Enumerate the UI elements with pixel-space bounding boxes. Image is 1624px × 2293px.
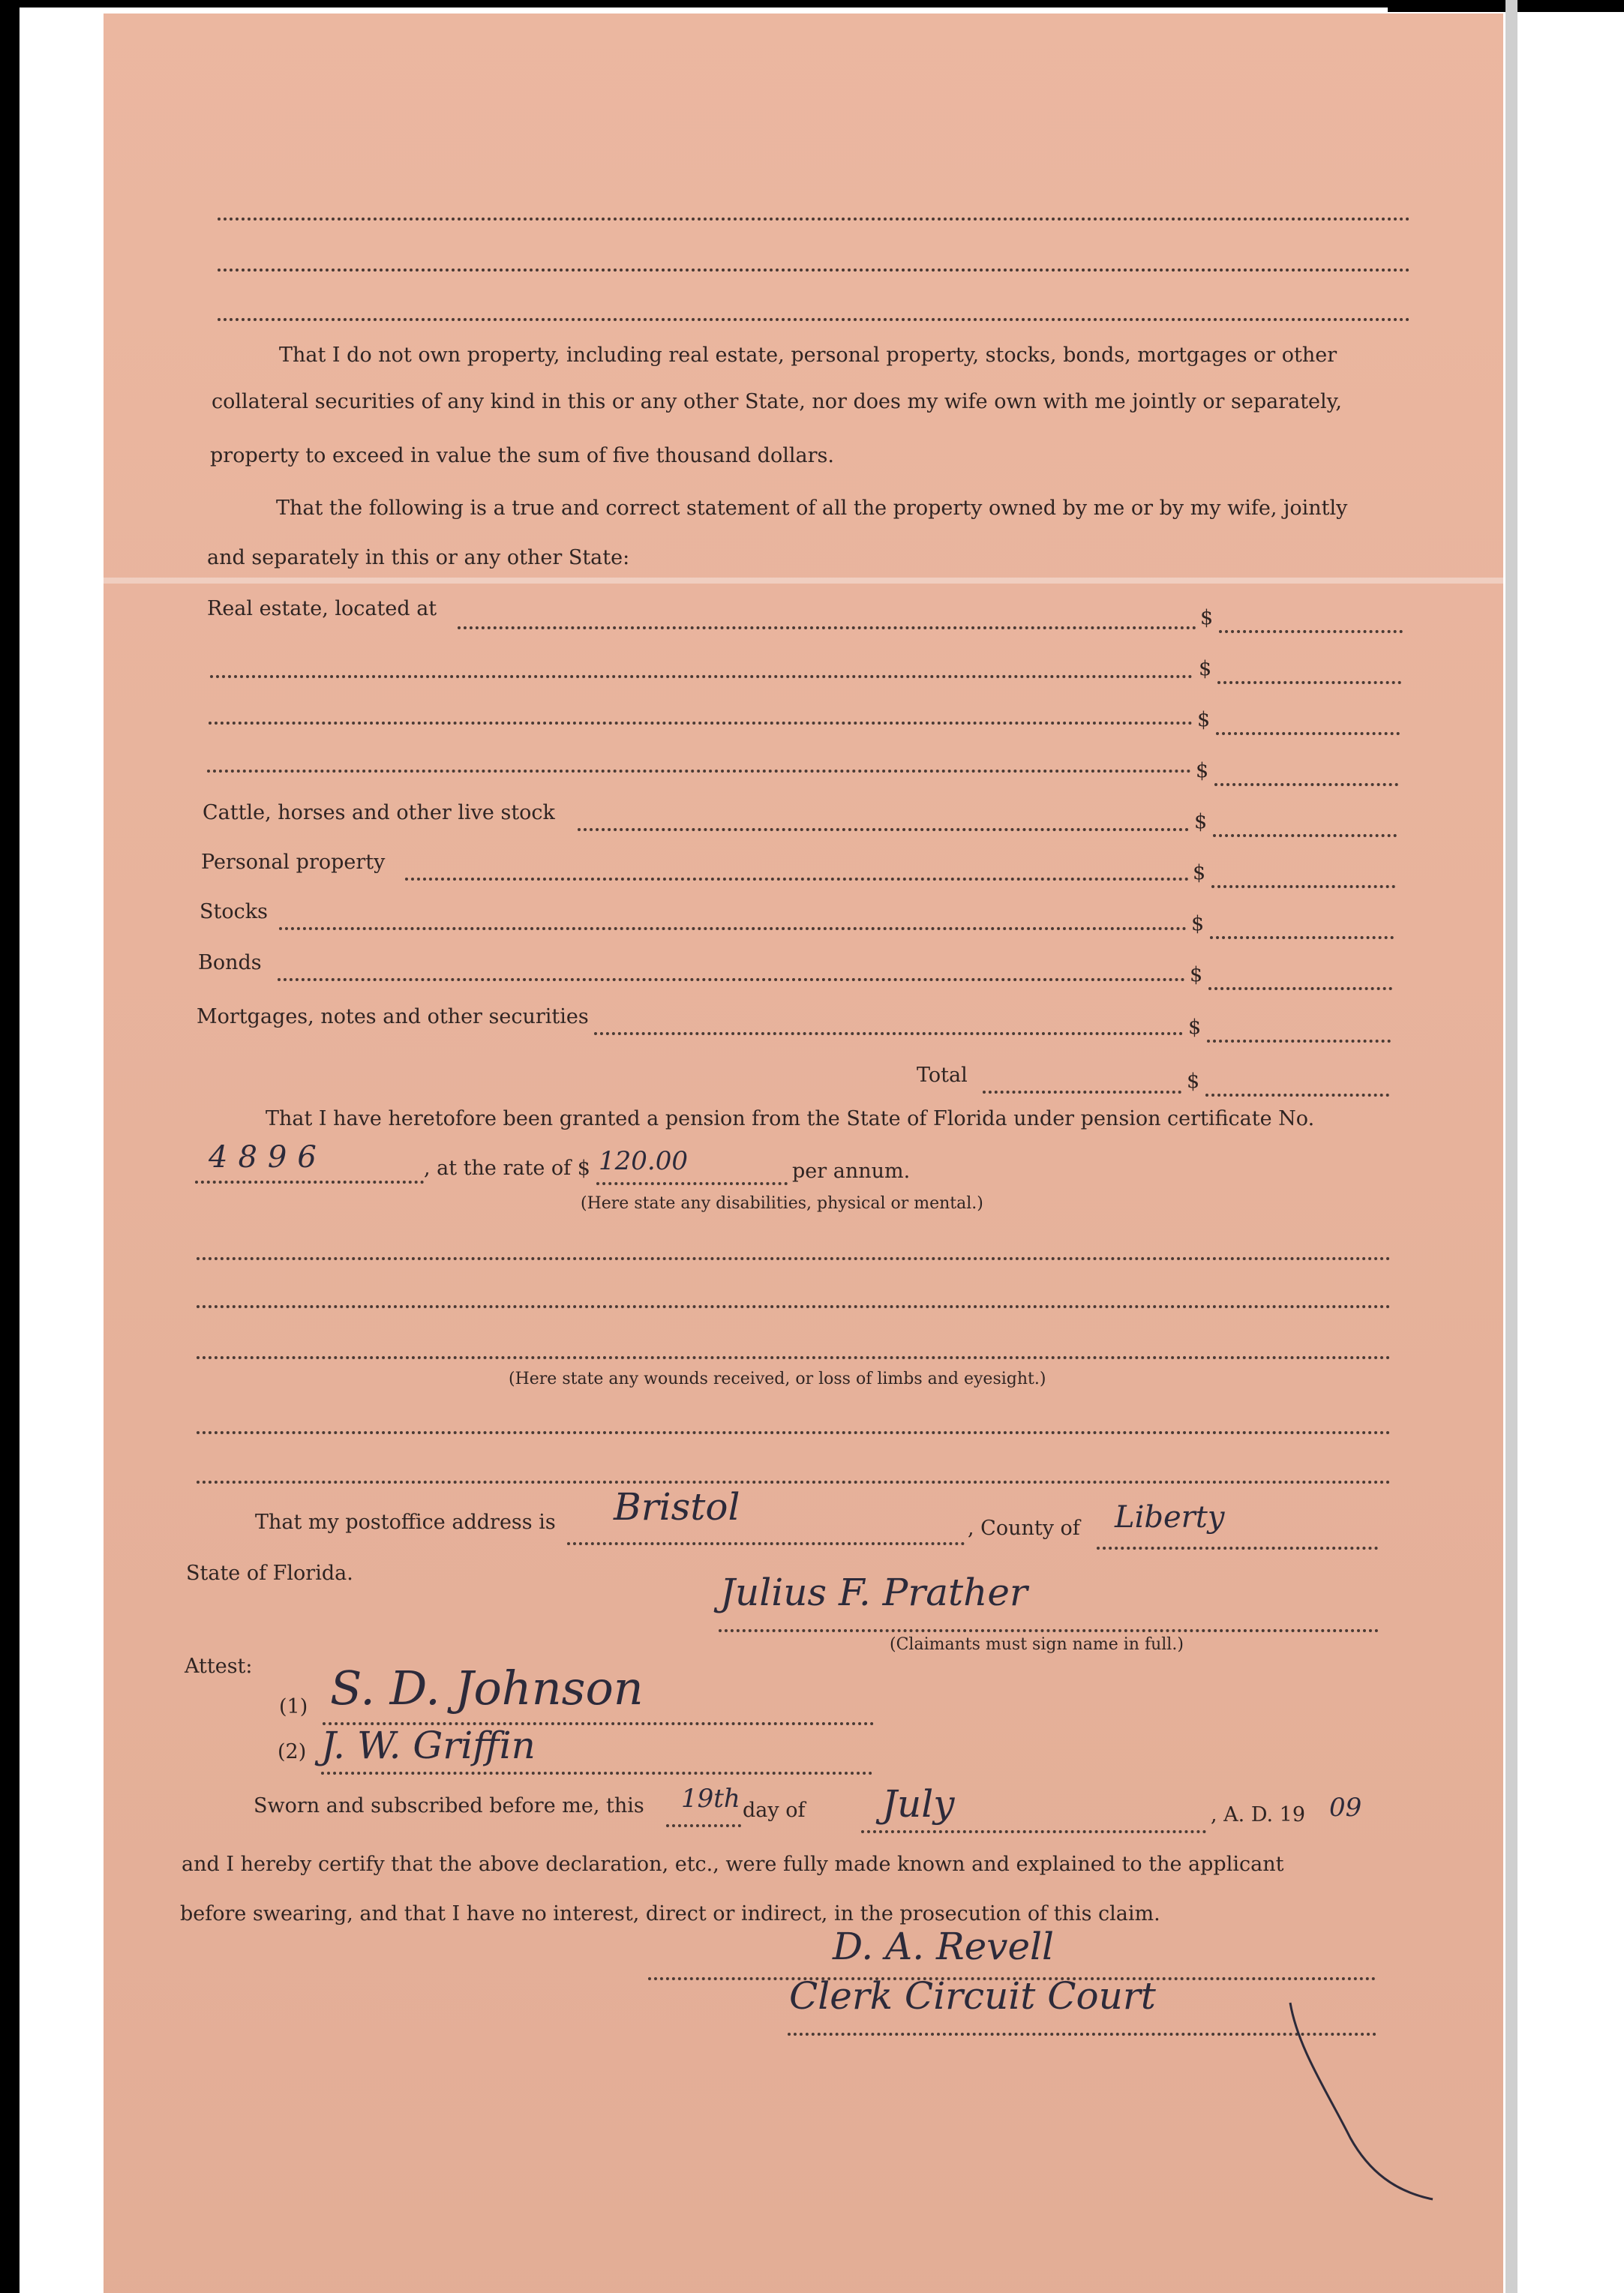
disabilities-line: [197, 1356, 1391, 1359]
witness-1-signature: S. D. Johnson: [330, 1661, 644, 1715]
witness-2-number: (2): [278, 1740, 307, 1763]
mortgages-line: [594, 1032, 1183, 1035]
scan-border-left: [0, 0, 20, 2293]
dollar-sign: $: [1191, 912, 1205, 935]
scan-border-right: [1505, 0, 1517, 2293]
attest-label: Attest:: [185, 1655, 253, 1678]
cattle-label: Cattle, horses and other live stock: [203, 801, 555, 824]
scan-border-top: [0, 0, 1624, 8]
pension-line-1: That I have heretofore been granted a pension from the State of Florida under pension certificate No.: [266, 1107, 1315, 1130]
postoffice-line: [567, 1542, 965, 1545]
dollar-sign: $: [1196, 759, 1209, 782]
day-of-label: day of: [743, 1799, 806, 1822]
signature-note: (Claimants must sign name in full.): [890, 1635, 1184, 1654]
bonds-line: [278, 978, 1185, 981]
claimant-signature: Julius F. Prather: [720, 1571, 1028, 1614]
disabilities-line: [197, 1305, 1391, 1308]
amount-line: [1214, 783, 1398, 786]
real-estate-line: [209, 722, 1193, 725]
postoffice-label: That my postoffice address is: [255, 1511, 556, 1534]
bonds-label: Bonds: [198, 951, 262, 974]
rate-line: [596, 1182, 788, 1185]
postoffice-address: Bristol: [614, 1485, 740, 1529]
property-declaration-line-1: That I do not own property, including real estate, personal property, stocks, bonds, mortgages or other: [279, 344, 1337, 367]
amount-line: [1217, 681, 1401, 684]
dollar-sign: $: [1187, 1070, 1200, 1093]
certify-line-2: before swearing, and that I have no interest, direct or indirect, in the prosecution of this claim.: [180, 1902, 1160, 1925]
county-label: , County of: [968, 1517, 1080, 1540]
sworn-text: Sworn and subscribed before me, this: [254, 1794, 644, 1817]
amount-line: [1213, 834, 1397, 837]
month-line: [861, 1830, 1206, 1833]
county-value: Liberty: [1115, 1500, 1225, 1535]
amount-line: [1210, 936, 1394, 939]
stocks-label: Stocks: [200, 900, 268, 923]
wounds-note: (Here state any wounds received, or loss of limbs and eyesight.): [509, 1370, 1046, 1388]
witness-2-line: [321, 1772, 872, 1775]
rate-value: 120.00: [599, 1146, 688, 1176]
statement-line-1: That the following is a true and correct statement of all the property owned by me or by my wife, jointly: [276, 497, 1348, 520]
certificate-number: 4896: [209, 1140, 327, 1175]
county-line: [1097, 1547, 1378, 1550]
sworn-day: 19th: [681, 1784, 740, 1814]
blank-line: [218, 318, 1410, 321]
property-declaration-line-3: property to exceed in value the sum of five thousand dollars.: [210, 444, 834, 467]
statement-line-2: and separately in this or any other State:: [207, 546, 630, 569]
dollar-sign: $: [1193, 861, 1206, 884]
dollar-sign: $: [1199, 657, 1212, 680]
total-line: [983, 1091, 1181, 1094]
mortgages-label: Mortgages, notes and other securities: [197, 1005, 589, 1028]
real-estate-line: [210, 675, 1193, 678]
amount-line: [1219, 630, 1403, 633]
day-line: [666, 1824, 741, 1827]
disabilities-line: [197, 1257, 1391, 1260]
dollar-sign: $: [1190, 963, 1203, 986]
property-declaration-line-2: collateral securities of any kind in this or any other State, nor does my wife own with me jointly or separately,: [212, 390, 1342, 413]
amount-line: [1211, 885, 1395, 888]
amount-line: [1207, 1040, 1391, 1043]
cattle-line: [578, 828, 1189, 831]
witness-2-signature: J. W. Griffin: [321, 1724, 536, 1767]
official-signature: D. A. Revell: [833, 1925, 1055, 1968]
sworn-month: July: [882, 1782, 955, 1826]
real-estate-line: [458, 626, 1196, 629]
sworn-year: 09: [1329, 1793, 1362, 1823]
rate-label: , at the rate of $: [424, 1157, 590, 1180]
signature-line: [719, 1629, 1379, 1632]
wounds-line: [197, 1431, 1391, 1434]
dollar-sign: $: [1200, 606, 1214, 629]
stocks-line: [279, 927, 1187, 930]
personal-property-line: [405, 878, 1189, 881]
personal-property-label: Personal property: [201, 851, 386, 874]
amount-line: [1205, 1094, 1389, 1097]
real-estate-line: [207, 770, 1191, 773]
blank-line: [218, 269, 1410, 272]
state-label: State of Florida.: [186, 1562, 353, 1585]
wounds-line: [197, 1481, 1391, 1484]
total-label: Total: [917, 1064, 968, 1087]
dollar-sign: $: [1194, 810, 1208, 833]
blank-line: [218, 218, 1410, 221]
paper-fold: [104, 578, 1503, 584]
certify-line-1: and I hereby certify that the above declaration, etc., were fully made known and explained to the applicant: [182, 1853, 1284, 1876]
per-annum: per annum.: [792, 1160, 911, 1183]
real-estate-label: Real estate, located at: [207, 597, 437, 620]
amount-line: [1216, 732, 1400, 735]
witness-1-number: (1): [279, 1695, 308, 1718]
dollar-sign: $: [1188, 1016, 1202, 1039]
certificate-line: [195, 1181, 424, 1184]
amount-line: [1208, 987, 1392, 990]
disabilities-note: (Here state any disabilities, physical or mental.): [581, 1194, 983, 1213]
signature-flourish: [1230, 1988, 1455, 2213]
official-title: Clerk Circuit Court: [789, 1974, 1156, 2018]
ad-label: , A. D. 19: [1211, 1803, 1306, 1826]
dollar-sign: $: [1197, 708, 1211, 731]
